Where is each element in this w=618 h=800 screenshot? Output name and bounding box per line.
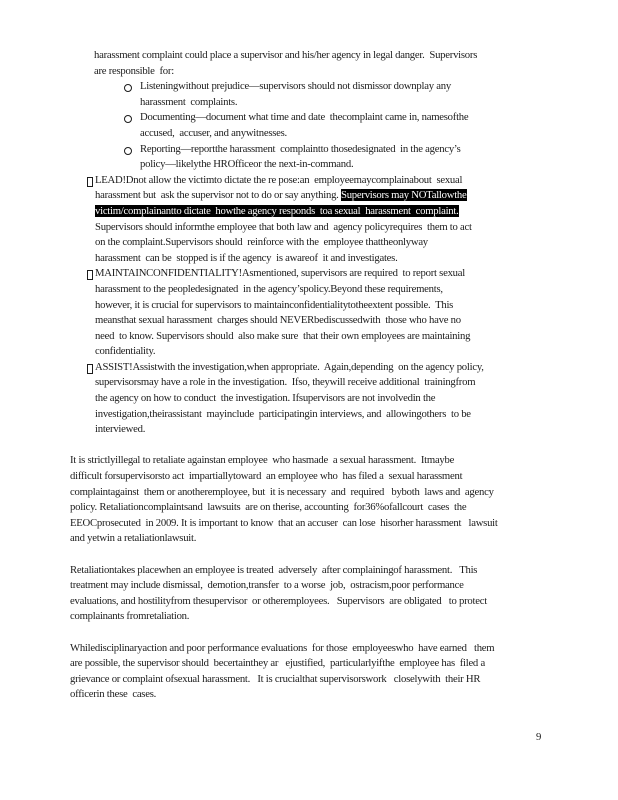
text-run: complainants fromretaliation. [70, 610, 190, 623]
circle-bullet-icon [124, 115, 132, 123]
para-indent-line [0, 64, 618, 80]
text-run: difficult forsupervisorsto act impartiallytoward an employee who has filed a sexual harassment [70, 470, 463, 483]
text-run: on the complaint.Supervisors should reinforce with the employee thattheonlyway [95, 236, 428, 249]
highlighted-text: Supervisors may NOTallowthe [341, 189, 467, 202]
text-run: supervisorsmay have a role in the investigation. Ifso, theywill receive additional trainingfrom [95, 376, 476, 389]
para-indent-line [0, 48, 618, 64]
text-run: grievance or complaint ofsexual harassment. It is crucialthat supervisorswork closelywith their HR [70, 672, 481, 685]
bullet-sq-line [0, 422, 618, 438]
text-run: harassment to the peopledesignated in the agency’spolicy.Beyond these requirements, [95, 282, 443, 295]
para-line [0, 656, 618, 672]
bullet-sq-line [0, 407, 618, 423]
bullet-sq-line [0, 344, 618, 360]
circle-bullet-icon [124, 147, 132, 155]
text-run: harassment but ask the supervisor not to do or say anything. [95, 189, 342, 202]
square-bullet-icon [87, 177, 93, 187]
bullet-sq-line [0, 188, 618, 204]
text-run: confidentiality. [95, 345, 156, 358]
text-run: treatment may include dismissal, demotion,transfer to a worse job, ostracism,poor performance [70, 579, 464, 592]
text-run: however, it is crucial for supervisors to maintainconfidentialitytotheextent possible. This [95, 298, 454, 311]
highlighted-text: victim/complainantto dictate howthe agency responds toa sexual harassment complaint. [95, 204, 459, 217]
bullet-o-line [0, 126, 618, 142]
text-run: Documenting—document what time and date thecomplaint came in, namesofthe [140, 111, 469, 124]
bullet-sq-line [0, 282, 618, 298]
text-run: LEAD!Dnot allow the victimto dictate the re pose:an employeemaycomplainabout sexual [95, 173, 463, 186]
bullet-sq-line [0, 251, 618, 267]
circle-bullet-icon [124, 84, 132, 92]
paragraph-spacer [0, 625, 618, 641]
bullet-sq-line [0, 220, 618, 236]
bullet-o-line [0, 110, 618, 126]
text-run: evaluations, and hostilityfrom thesupervisor or otheremployees. Supervisors are obligated to protect [70, 594, 487, 607]
para-line [0, 531, 618, 547]
text-run: Supervisors should informthe employee that both law and agency policyrequires them to act [95, 220, 472, 233]
bullet-o-line [0, 157, 618, 173]
bullet-sq-line [0, 298, 618, 314]
bullet-o-line [0, 79, 618, 95]
text-run: ASSIST!Assistwith the investigation,when appropriate. Again,depending on the agency policy, [95, 360, 484, 373]
bullet-sq-line [0, 204, 618, 220]
document-content [0, 48, 618, 703]
text-run: interviewed. [95, 423, 146, 436]
para-line [0, 500, 618, 516]
para-line [0, 609, 618, 625]
para-line [0, 594, 618, 610]
page-number: 9 [536, 731, 542, 743]
para-line [0, 578, 618, 594]
text-run: harassment complaints. [140, 95, 238, 108]
para-line [0, 516, 618, 532]
para-line [0, 453, 618, 469]
bullet-o-line [0, 142, 618, 158]
text-run: Retaliationtakes placewhen an employee is treated adversely after complainingof harassment. This [70, 563, 478, 576]
paragraph-spacer [0, 438, 618, 454]
text-run: are possible, the supervisor should becertainthey ar ejustified, particularlyifthe employee has filed a [70, 657, 485, 670]
para-line [0, 641, 618, 657]
text-run: Listeningwithout prejudice—supervisors should not dismissor downplay any [140, 80, 451, 93]
text-run: Reporting—reportthe harassment complaintto thosedesignated in the agency’s [140, 142, 461, 155]
text-run: EEOCprosecuted in 2009. It is important to know that an accuser can lose hisorher harassment lawsuit [70, 516, 498, 529]
bullet-sq-line [0, 329, 618, 345]
text-run: policy. Retaliationcomplaintsand lawsuits are on therise, accounting for36%ofallcourt cases the [70, 501, 467, 514]
text-run: investigation,theirassistant mayinclude participatingin interviews, and allowingothers to be [95, 407, 471, 420]
para-line [0, 485, 618, 501]
bullet-sq-line [0, 235, 618, 251]
text-run: need to know. Supervisors should also make sure that their own employees are maintaining [95, 329, 471, 342]
para-line [0, 469, 618, 485]
text-run: Whiledisciplinaryaction and poor performance evaluations for those employeeswho have earned them [70, 641, 495, 654]
bullet-sq-line [0, 375, 618, 391]
text-run: meansthat sexual harassment charges should NEVERbediscussedwith those who have no [95, 314, 461, 327]
text-run: harassment can be stopped is if the agency is awareof it and investigates. [95, 251, 398, 264]
bullet-o-line [0, 95, 618, 111]
bullet-sq-line [0, 266, 618, 282]
text-run: the agency on how to conduct the investigation. Ifsupervisors are not involvedin the [95, 392, 436, 405]
text-run: and yetwin a retaliationlawsuit. [70, 532, 197, 545]
text-run: MAINTAINCONFIDENTIALITY!Asmentioned, supervisors are required to report sexual [95, 267, 465, 280]
square-bullet-icon [87, 270, 93, 280]
square-bullet-icon [87, 364, 93, 374]
text-run: accused, accuser, and anywitnesses. [140, 126, 287, 139]
bullet-sq-line [0, 391, 618, 407]
bullet-sq-line [0, 173, 618, 189]
text-run: harassment complaint could place a supervisor and his/her agency in legal danger. Supervisors [94, 49, 478, 61]
text-run: are responsible for: [94, 64, 174, 77]
text-run: policy—likelythe HROfficeor the next-in-command. [140, 158, 354, 171]
paragraph-spacer [0, 547, 618, 563]
para-line [0, 672, 618, 688]
para-line [0, 687, 618, 703]
bullet-sq-line [0, 313, 618, 329]
text-run: complaintagainst them or anotheremployee, but it is necessary and required byboth laws and agency [70, 485, 494, 498]
para-line [0, 563, 618, 579]
text-run: officerin these cases. [70, 688, 157, 701]
text-run: It is strictlyillegal to retaliate againstan employee who hasmade a sexual harassment. Itmaybe [70, 454, 455, 467]
bullet-sq-line [0, 360, 618, 376]
